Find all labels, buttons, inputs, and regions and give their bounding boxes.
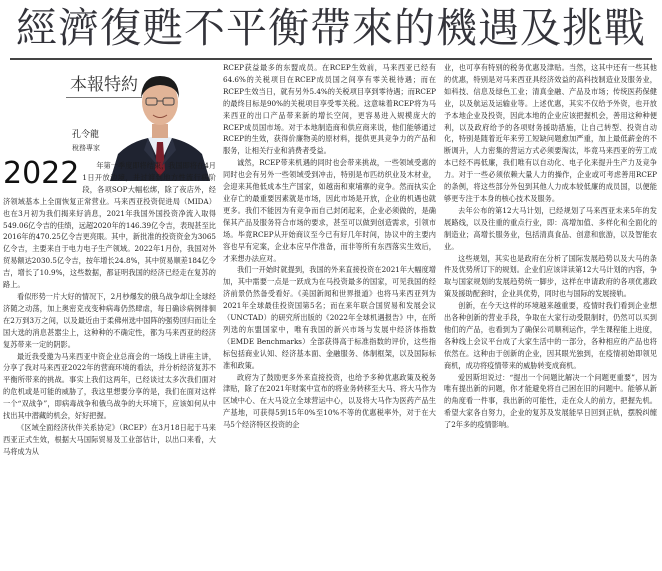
paragraph: 爱因斯坦说过：“提出一个问题比解决一个问题更重要”，因为唯有提出新的问题，你才能避免将自己困在旧的问题中。能够从新的角度看一件事，我出新的可能性，走在众人的前方，把握先机。希望大家各自努力，企业的复苏及发展能早日回到正轨，摆脱纠缠了2年多的疫情影响。 (444, 372, 657, 430)
paragraph: 去年公布的第12大马计划，已经规划了马来西亚未来5年的发展路线，以及往重的重点行业，即：高增加值、多样化和全面化的制造业；高增长服务业，包括清真食品、创意和旅游，以及智能农业。 (444, 205, 657, 251)
column-tag: 本報特約 (70, 70, 138, 95)
article-column-1 (3, 160, 216, 568)
article-column-2 (223, 62, 436, 568)
paragraph: 这些规划，其实也是政府在分析了国际发展趋势以及大马的条件及优势所订下的规划。企业们应该详读第12大马计划的内容，争取与国家规划的发展趋势统一脚步，这样在申请政府的各项优惠政策及援助配套时，企业具优势，同时也与国际的发展接轨。 (444, 253, 657, 299)
paragraph: 创新，在今天这样的环境越来越重要，疫情时我们看到企业想出各种创新的营业手段，争取在大家行动受限制时，仍然可以买到他们的产品，也看到为了确保公司顺利运作，学生课程能上进度，各种线上会议平台成了大家生活中的一部分，各种相应的产品也将依然在。这种由于创新的企业，因其眼光独到，在疫情初始即领见商机，成功将疫情带来的威胁转变成商机。 (444, 301, 657, 370)
author-byline (72, 130, 100, 154)
article-column-3 (444, 62, 657, 568)
paragraph: 业，也可享有特别的税务优惠及津贴。当然，这其中还有一些其他的优惠，特别是对马来西亚具经济效益的高科技制造业及服务业，如科技、信息及绿色工业；清真金融、产品及市场；传统医药保健业，以及航运及运输业等。上述优惠，其实不仅给予外资，也开放予本地企业及投资，因此本地的企业应该把握机会，善用这种种便利，以及政府给予的各项财务援助措施，让自己转型、投资自动化，特别是随着近年来劳工短缺问题愈加严重，加上最低薪金的不断调升，人力密集的营运方式必须要淘汰，毕竟马来西亚的劳工成本已经不再低廉，我们唯有以自动化、电子化来提升生产力及竞争力。对于一些必须依赖大量人力的操作，企业或可考虑善用RCEP的条例，将这些部分外包到其他人力成本较低廉的成员国，以便能够更专注于本身的核心技术及服务。 (444, 63, 657, 203)
headline-rule (10, 58, 652, 60)
headline: 經濟復甦不平衡帶來的機遇及挑戰 (16, 4, 646, 52)
paragraph: 我们一开始时就提到，我国的外来直接投资在2021年大幅度增加，其中需要一点是一跃成为在马投资最多的国家，可见我国的经济前景仍然备受看好。《美国新闻和世界报道》也将马来西亚列为2021年全球最佳投资国第5名；而在来年联合国贸易和发展会议（UNCTAD）的研究所出版的《2022年全球机遇报告》中，在所列选的东盟国家中，唯有我国的新兴市场与发展中经济体指数（EMDE Benchmarks）全部获得高于标准指数的评价，这些指标包括商业认知、经济基本面、金融服务、体制框架，以及国际标准和政策。 (223, 265, 436, 370)
paragraph: 最近我受邀为马来西亚中资企业总商会的一场线上讲座主讲，分享了我对马来西亚2022年的营商环境的看法，并分析经济复苏不平衡所带来的挑战。事实上我们这两年，已经谈过太多次我们面对的危机或是可能的威胁了，我这里想要分享的是，我们在面对这样一个“双战争”，即病毒战争和俄乌战争的大环境下，应该如何从中找出其中潜藏的机会，好好把握。 (3, 351, 216, 421)
paragraph (3, 160, 216, 291)
paragraph: 诚然，RCEP带来机遇的同时也会带来挑战，一些领域受惠的同时也会有另外一些领域受到冲击，特别是布匹纺织业及木材业，会迎来其他低成本生产国家，如越南和柬埔寨的竞争。然而执实企业存亡的最重要因素就是市场，因此市场是开放，企业的机遇也就更多。我们不能因为有竞争而自己封闭起来，企业必须做的，是确保其产品及服务符合市场的要求，甚至可以做到创造需求，引领市场。毕竟RCEP从开始商议至今已有好几年时间，协议中的主要内容也早有定案，企业本应早作准备，而非等所有东西落实生效后，才来想办法应对。 (223, 158, 436, 263)
paragraph: 政府为了鼓励更多外来直接投资，也给予多种优惠政策及税务津贴，除了在2021年财案中宣布的将业务转移至大马、将大马作为区域中心、在大马设立全球营运中心，以及将大马作为医药产品生产基地，可获得5到15年0%至10%不等的优惠税率外，对于在大马5个经济特区投资的企 (223, 372, 436, 430)
paragraph: RCEP获益最多的东盟成员。在RCEP生效前，马来西亚已经有64.6%的关税项目在RCEP成员国之间享有零关税待遇；而在RCEP生效当日，就有另外5.4%的关税项目享到零待遇；而RCEP的最终目标是90%的关税项目享受零关税。这意味着RCEP将为马来西亚的出口产品带来新的增长空间，更容易进入规模庞大的RCEP成员国市场。对于本地制造商和供应商来说，他们能够通过RCEP的生效，获得价廉物美的原材料，提供更具竞争力的产品和服务，让相关行业和消费者受益。 (223, 63, 436, 156)
paragraph: 《区域全面经济伙伴关系协定》（RCEP）在3月18日起于马来西亚正式生效，根据大马国际贸易及工业部估计，以出口来看，大马将成为从 (3, 422, 216, 456)
author-title: 稅務專家 (72, 144, 100, 152)
paragraph: 看似形势一片大好的情况下，2月杪爆发的俄乌战争却让全球经济随之动荡，加上奥密克戎变种病毒仍然肆虐，每日确诊病例徘徊在2万到3万之间，以及最近由于柔佛州选中国阵的强势回归而让全国大选的消息甚嚣尘上，这种种的不确定性，都为马来西亚的经济复苏带来一定的阴影。 (3, 291, 216, 349)
lead-year: 2022 (3, 160, 80, 191)
author-name: 孔令龍 (72, 130, 100, 140)
paragraph-text: 年第一季度即将结束，我国即将在4月1日开放边境，并过渡到地方性流行病阶段，各项SOP大幅松绑，除了夜店外，经济领域基本上全面恢复正常营业。马来西亚投资促进局（MIDA）也在3月初为我们揭来好消息，2021年我国外国投资净流入取得549.06亿令吉的佳绩，远超2020年的146.39亿令吉，表现甚至比2016年的470.25亿令吉更亮眼。其中，新批准的投资资金为3065亿令吉，主要来自于电力电子生产领域。2022年1月份，我国对外贸易额达2030.5亿令吉，按年增长24.8%，其中贸易顺差184亿令吉，增长了10.9%，这些数据，都证明我国的经济已经走在复苏的路上。 (3, 161, 216, 290)
